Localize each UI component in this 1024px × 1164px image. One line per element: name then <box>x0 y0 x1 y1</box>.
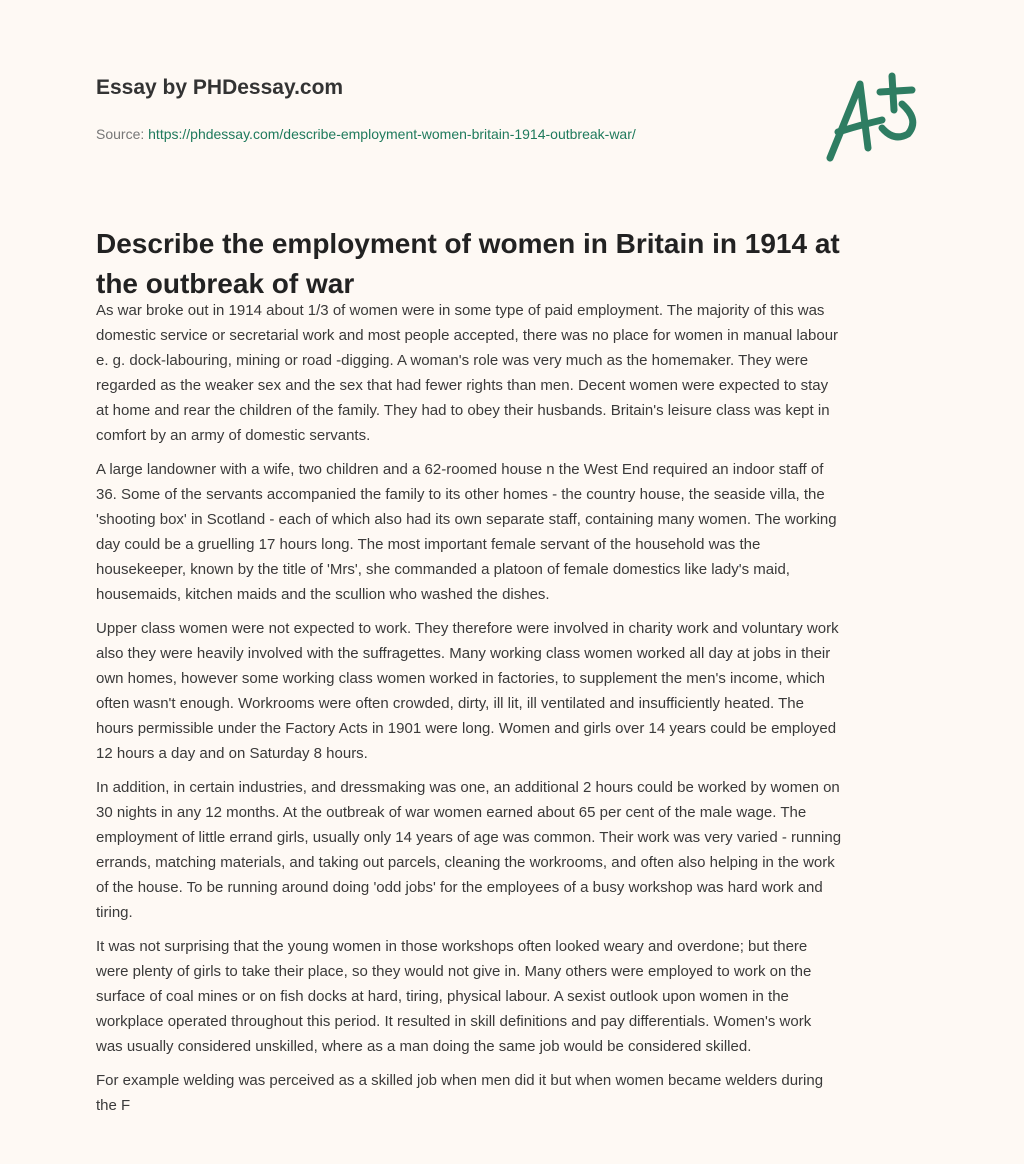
essay-paragraph <box>96 616 956 766</box>
paragraph-line: domestic service or secretarial work and most people accepted, there was no place for women in manual labour <box>96 327 839 344</box>
source-label: Source: <box>96 126 145 142</box>
title-line: Describe the employment of women in Britain in 1914 at <box>96 228 840 259</box>
essay-body <box>96 298 956 1127</box>
paragraph-line: For example welding was perceived as a skilled job when men did it but when women became welders during <box>96 1072 824 1089</box>
paragraph-line: housemaids, kitchen maids and the scullion who washed the dishes. <box>96 586 550 603</box>
paragraph-line: comfort by an army of domestic servants. <box>96 427 371 444</box>
paragraph-line: often wasn't enough. Workrooms were often crowded, dirty, ill lit, ill ventilated and insufficiently heated. The <box>96 695 804 712</box>
paragraph-line: 36. Some of the servants accompanied the family to its other homes - the country house, the seaside villa, the <box>96 486 825 503</box>
essay-paragraph <box>96 1068 956 1118</box>
paragraph-line: own homes, however some working class women worked in factories, to supplement the men's income, which <box>96 670 826 687</box>
paragraph-line: was usually considered unskilled, where as a man doing the same job would be considered skilled. <box>96 1038 752 1055</box>
site-brand: Essay by PHDessay.com <box>96 76 344 99</box>
essay-paragraph <box>96 298 956 448</box>
paragraph-line: workplace operated throughout this period. It resulted in skill definitions and pay differentials. Women's work <box>96 1013 812 1030</box>
paragraph-line: hours permissible under the Factory Acts in 1901 were long. Women and girls over 14 years could be employed <box>96 720 837 737</box>
paragraph-line: employment of little errand girls, usually only 14 years of age was common. Their work was very varied - running <box>96 829 842 846</box>
essay-paragraph <box>96 934 956 1059</box>
essay-title <box>96 224 936 304</box>
source-line <box>96 126 636 142</box>
paragraph-line: errands, matching materials, and taking out parcels, cleaning the workrooms, and often also helping in the work <box>96 854 835 871</box>
paragraph-line: the F <box>96 1097 131 1114</box>
paragraph-line: tiring. <box>96 904 133 921</box>
source-link[interactable]: https://phdessay.com/describe-employment-women-britain-1914-outbreak-war/ <box>148 126 636 142</box>
paragraph-line: day could be a gruelling 17 hours long. The most important female servant of the household was the <box>96 536 761 553</box>
a-plus-logo-icon <box>820 70 930 170</box>
essay-paragraph <box>96 457 956 607</box>
paragraph-line: 'shooting box' in Scotland - each of which also had its own separate staff, containing many women. The working <box>96 511 837 528</box>
header <box>96 76 636 142</box>
paragraph-line: 30 nights in any 12 months. At the outbreak of war women earned about 65 per cent of the male wage. The <box>96 804 807 821</box>
paragraph-line: e. g. dock-labouring, mining or road -digging. A woman's role was very much as the homemaker. They were <box>96 352 809 369</box>
paragraph-line: 12 hours a day and on Saturday 8 hours. <box>96 745 368 762</box>
paragraph-line: at home and rear the children of the family. They had to obey their husbands. Britain's leisure class was kept in <box>96 402 830 419</box>
paragraph-line: were plenty of girls to take their place, so they would not give in. Many others were employed to work on the <box>96 963 812 980</box>
paragraph-line: A large landowner with a wife, two children and a 62-roomed house n the West End required an indoor staff of <box>96 461 824 478</box>
paragraph-line: regarded as the weaker sex and the sex that had fewer rights than men. Decent women were expected to stay <box>96 377 829 394</box>
paragraph-line: It was not surprising that the young women in those workshops often looked weary and overdone; but there <box>96 938 808 955</box>
paragraph-line: also they were heavily involved with the suffragettes. Many working class women worked all day at jobs in their <box>96 645 831 662</box>
paragraph-line: In addition, in certain industries, and dressmaking was one, an additional 2 hours could be worked by women on <box>96 779 840 796</box>
title-line: the outbreak of war <box>96 268 355 299</box>
essay-paragraph <box>96 775 956 925</box>
paragraph-line: housekeeper, known by the title of 'Mrs', she commanded a platoon of female domestics like lady's maid, <box>96 561 790 578</box>
paragraph-line: Upper class women were not expected to work. They therefore were involved in charity work and voluntary work <box>96 620 839 637</box>
paragraph-line: As war broke out in 1914 about 1/3 of women were in some type of paid employment. The majority of this was <box>96 302 825 319</box>
paragraph-line: surface of coal mines or on fish docks at hard, tiring, physical labour. A sexist outlook upon women in the <box>96 988 789 1005</box>
paragraph-line: of the house. To be running around doing 'odd jobs' for the employees of a busy workshop was hard work and <box>96 879 823 896</box>
